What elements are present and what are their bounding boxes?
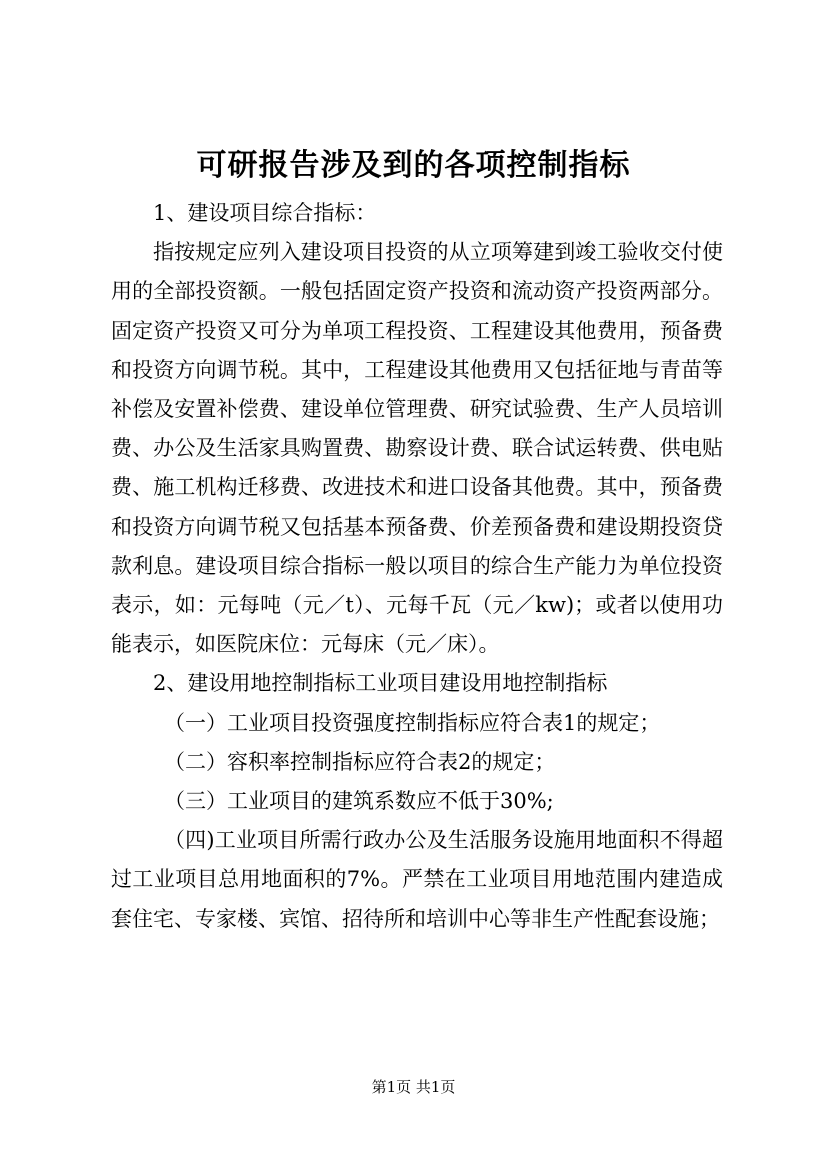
list-item-1: （一）工业项目投资强度控制指标应符合表1的规定； [164, 710, 661, 735]
document-title: 可研报告涉及到的各项控制指标 [196, 148, 631, 183]
list-item-3: （三）工业项目的建筑系数应不低于30%; [164, 789, 554, 814]
section-heading-2: 2、建设用地控制指标工业项目建设用地控制指标 [153, 671, 608, 696]
document-body [111, 194, 723, 939]
list-item-4: （四)工业项目所需行政办公及生活服务设施用地面积不得超过工业项目总用地面积的7%。严禁在工业项目用地范围内建造成套住宅、专家楼、宾馆、招待所和培训中心等非生产性配套设施； [111, 828, 723, 931]
paragraph-investment: 指按规定应列入建设项目投资的从立项筹建到竣工验收交付使用的全部投资额。一般包括固定资产投资和流动资产投资两部分。固定资产投资又可分为单项工程投资、工程建设其他费用，预备费和投资方向调节税。其中，工程建设其他费用又包括征地与青苗等补偿及安置补偿费、建设单位管理费、研究试验费、生产人员培训费、办公及生活家具购置费、勘察设计费、联合试运转费、供电贴费、施工机构迁移费、改进技术和进口设备其他费。其中，预备费和投资方向调节税又包括基本预备费、价差预备费和建设期投资贷款利息。建设项目综合指标一般以项目的综合生产能力为单位投资表示，如：元每吨（元／t）、元每千瓦（元／kw)；或者以使用功能表示，如医院床位：元每床（元／床）。 [111, 240, 723, 657]
list-item-2: （二）容积率控制指标应符合表2的规定； [164, 749, 556, 774]
section-heading-1: 1、建设项目综合指标： [153, 201, 377, 225]
page-footer: 第1页 共1页 [371, 1078, 456, 1096]
